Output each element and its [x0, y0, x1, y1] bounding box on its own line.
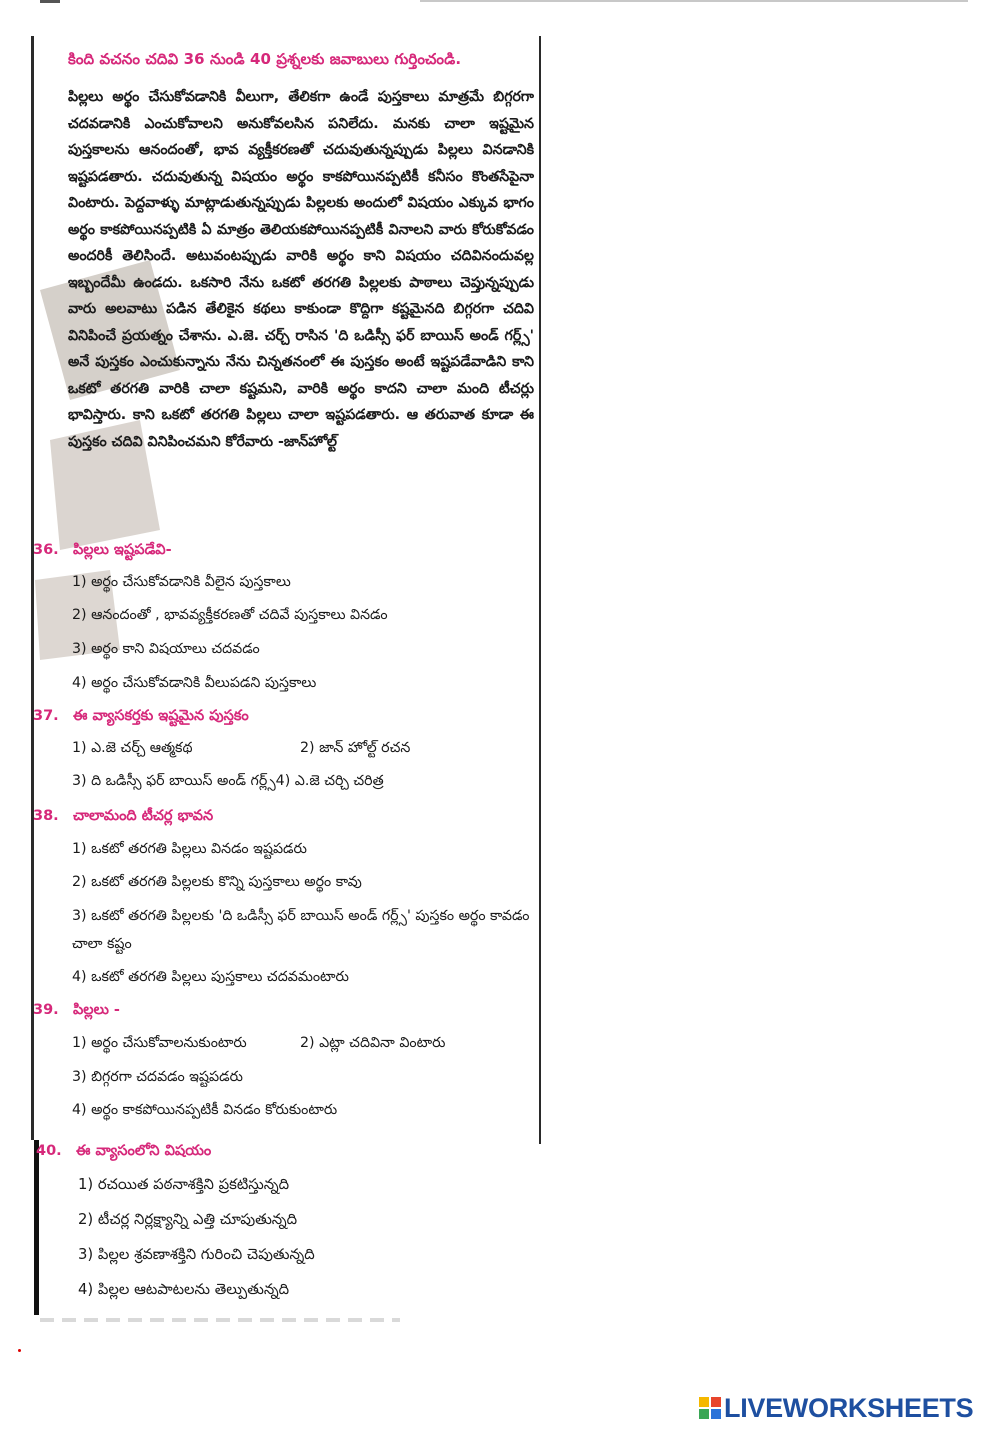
question-38: [33, 808, 213, 828]
question-number: 39.: [33, 1002, 59, 1018]
q39-option-4[interactable]: 4) అర్థం కాకపోయినప్పటికీ వినడం కోరుకుంటారు: [72, 1102, 338, 1118]
q36-option-4[interactable]: 4) అర్థం చేసుకోవడానికి వీలుపడని పుస్తకాలు: [72, 675, 317, 691]
question-36: [33, 542, 172, 562]
q38-option-4[interactable]: 4) ఒకటో తరగతి పిల్లలు పుస్తకాలు చదవమంటారు: [72, 969, 349, 985]
top-rule-left: [40, 0, 60, 3]
stray-mark: [18, 1349, 21, 1352]
liveworksheets-brand[interactable]: [698, 1393, 974, 1423]
question-number: 36.: [33, 542, 59, 558]
question-text: చాలామంది టీచర్ల భావన: [73, 808, 214, 824]
q38-option-2[interactable]: 2) ఒకటో తరగతి పిల్లలకు కొన్ని పుస్తకాలు అర్థం కావు: [72, 874, 362, 890]
q37-option-3-4[interactable]: 3) ది ఒడిస్సీ ఫర్ బాయిస్ అండ్ గర్ల్స్4) ఎ.జె చర్చి చరిత్ర: [72, 773, 384, 789]
q39-option-3[interactable]: 3) బిగ్గరగా చదవడం ఇష్టపడరు: [72, 1069, 243, 1085]
q40-option-2[interactable]: 2) టీచర్ల నిర్లక్ష్యాన్ని ఎత్తి చూపుతున్నది: [78, 1211, 298, 1228]
q39-option-1[interactable]: 1) అర్థం చేసుకోవాలనుకుంటారు: [72, 1035, 247, 1051]
liveworksheets-logo-icon: [698, 1396, 722, 1420]
question-text: ఈ వ్యాసకర్తకు ఇష్టమైన పుస్తకం: [73, 708, 249, 724]
brand-name: LIVEWORKSHEETS: [724, 1393, 974, 1423]
question-text: ఈ వ్యాసంలోని విషయం: [76, 1143, 212, 1159]
q40-option-4[interactable]: 4) పిల్లల ఆటపాటలను తెల్పుతున్నది: [78, 1281, 290, 1298]
question-text: పిల్లలు -: [73, 1002, 120, 1018]
q36-option-3[interactable]: 3) అర్థం కాని విషయాలు చదవడం: [72, 641, 260, 657]
question-number: 40.: [36, 1143, 62, 1159]
instruction-heading: కింది వచనం చదివి 36 నుండి 40 ప్రశ్నలకు జవాబులు గుర్తించండి.: [68, 50, 462, 68]
question-40: [36, 1143, 211, 1163]
q40-option-3[interactable]: 3) పిల్లల శ్రవణాశక్తిని గురించి చెపుతున్నది: [78, 1246, 315, 1263]
question-37: [33, 708, 249, 728]
page-border-right: [539, 36, 541, 1144]
question-39: [33, 1002, 120, 1022]
question-number: 37.: [33, 708, 59, 724]
q37-option-1[interactable]: 1) ఎ.జె చర్చ్ ఆత్మకథ: [72, 740, 193, 756]
q40-margin-bar: [34, 1140, 39, 1315]
cut-off-text-line: [40, 1318, 400, 1322]
q36-option-2[interactable]: 2) ఆనందంతో , భావవ్యక్తీకరణతో చదివే పుస్తకాలు వినడం: [72, 607, 388, 623]
q39-option-2[interactable]: 2) ఎట్లా చదివినా వింటారు: [300, 1035, 446, 1051]
reading-passage: పిల్లలు అర్థం చేసుకోవడానికి వీలుగా, తేలికగా ఉండే పుస్తకాలు మాత్రమే బిగ్గరగా చదవడానికి ఎంచుకోవాలని అనుకోవలసిన పనిలేదు. మనకు చాలా ఇష్టమైన పుస్తకాలను ఆనందంతో, భావ వ్యక్తీకరణతో చదువుతున్నప్పుడు పిల్లలు వినడానికి ఇష్టపడతారు. చదువుతున్న విషయం అర్థం కాకపోయినప్పటికీ కనీసం కొంతసేపైనా వింటారు. పెద్దవాళ్ళు మాట్లాడుతున్నప్పుడు పిల్లలకు అందులో విషయం ఎక్కువ భాగం అర్థం కాకపోయినప్పటికి ఏ మాత్రం తెలియకపోయినప్పటికీ వినాలని వారు కోరుకోవడం అందరికీ తెలిసిందే. అటువంటప్పుడు వారికి అర్థం కాని విషయం చదివినందువల్ల ఇబ్బందేమీ ఉండదు. ఒకసారి నేను ఒకటో తరగతి పిల్లలకు పాఠాలు చెప్తున్నప్పుడు వారు అలవాటు పడిన తేలికైన కథలు కాకుండా కొద్దిగా కష్టమైనది బిగ్గరగా చదివి వినిపించే ప్రయత్నం చేశాను. ఎ.జె. చర్చ్ రాసిన 'ది ఒడిస్సీ ఫర్ బాయిస్ అండ్ గర్ల్స్' అనే పుస్తకం ఎంచుకున్నాను నేను చిన్నతనంలో ఈ పుస్తకం అంటే ఇష్టపడేవాడిని కాని ఒకటో తరగతి వారికి చాలా కష్టమని, వారికి అర్థం కాదని చాలా మంది టీచర్లు భావిస్తారు. కాని ఒకటో తరగతి పిల్లలు చాలా ఇష్టపడతారు. ఆ తరువాత కూడా ఈ పుస్తకం చదివి వినిపించమని కోరేవారు -జాన్‌హోల్ట్: [68, 89, 534, 450]
q38-option-3[interactable]: 3) ఒకటో తరగతి పిల్లలకు 'ది ఒడిస్సీ ఫర్ బాయిస్ అండ్ గర్ల్స్' పుస్తకం అర్థం కావడం చాలా కష్టం: [72, 908, 530, 952]
question-text: పిల్లలు ఇష్టపడేవి-: [73, 542, 172, 558]
top-rule-right: [420, 0, 968, 2]
page-border-left: [31, 36, 34, 1140]
q36-option-1[interactable]: 1) అర్థం చేసుకోవడానికి వీలైన పుస్తకాలు: [72, 574, 291, 590]
q38-option-1[interactable]: 1) ఒకటో తరగతి పిల్లలు వినడం ఇష్టపడరు: [72, 841, 307, 857]
question-number: 38.: [33, 808, 59, 824]
q40-option-1[interactable]: 1) రచయిత పఠనాశక్తిని ప్రకటిస్తున్నది: [78, 1176, 290, 1193]
q37-option-2[interactable]: 2) జాన్ హోల్ట్ రచన: [300, 740, 411, 756]
